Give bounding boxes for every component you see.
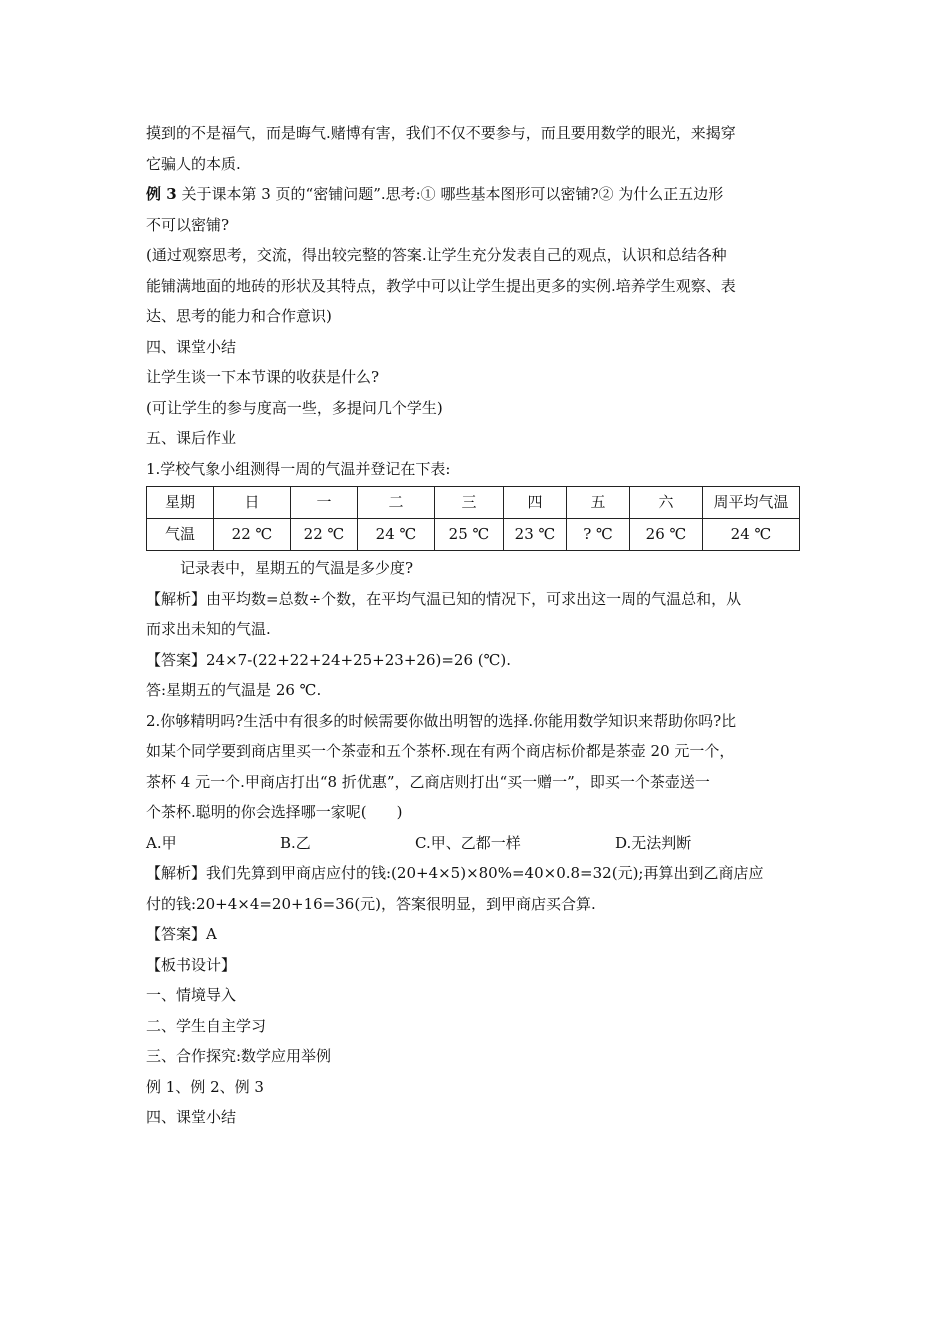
option-c: C.甲、乙都一样 — [415, 833, 521, 852]
note-line: 能铺满地面的地砖的形状及其特点，教学中可以让学生提出更多的实例.培养学生观察、表 — [146, 276, 736, 295]
q2-options — [146, 828, 806, 859]
board-item: 二、学生自主学习 — [146, 1016, 267, 1035]
analysis-line: 付的钱:20+4×4=20+16=36(元)，答案很明显，到甲商店买合算. — [146, 894, 596, 913]
table-cell: 23 ℃ — [504, 519, 567, 551]
table-row — [147, 519, 800, 551]
section-heading: 四、课堂小结 — [146, 337, 237, 356]
table-cell: 24 ℃ — [358, 519, 435, 551]
example3-text: 关于课本第 3 页的“密铺问题”.思考:① 哪些基本图形可以密铺?② 为什么正五边形 — [176, 185, 724, 203]
temperature-table — [146, 486, 800, 551]
q2-line: 个茶杯.聪明的你会选择哪一家呢( ) — [146, 803, 403, 821]
analysis-line: 【解析】由平均数=总数÷个数，在平均气温已知的情况下，可求出这一周的气温总和，从 — [146, 589, 742, 608]
note-line: 达、思考的能力和合作意识) — [146, 307, 332, 325]
table-cell: 五 — [567, 487, 630, 519]
table-cell: 24 ℃ — [703, 519, 800, 551]
table-cell: 气温 — [147, 519, 214, 551]
option-a: A.甲 — [146, 833, 177, 852]
analysis-line: 【解析】我们先算到甲商店应付的钱:(20+4×5)×80%=40×0.8=32(元);再算出到乙商店应 — [146, 864, 764, 882]
answer-line: 【答案】24×7-(22+22+24+25+23+26)=26 (℃). — [146, 650, 512, 669]
example3-label: 例 3 — [146, 185, 177, 203]
table-header-row — [147, 487, 800, 519]
option-d: D.无法判断 — [615, 833, 692, 852]
answer-line: 【答案】A — [146, 925, 217, 943]
q1-intro: 1.学校气象小组测得一周的气温并登记在下表: — [146, 459, 451, 478]
board-item: 一、情境导入 — [146, 986, 237, 1004]
table-cell: 二 — [358, 487, 435, 519]
board-item: 三、合作探究:数学应用举例 — [146, 1047, 332, 1065]
section-heading: 五、课后作业 — [146, 429, 237, 447]
table-cell: 六 — [630, 487, 703, 519]
paragraph-line: 摸到的不是福气，而是晦气.赌博有害，我们不仅不要参与，而且要用数学的眼光，来揭穿 — [146, 124, 736, 142]
example3-line — [146, 179, 806, 210]
table-cell: ? ℃ — [567, 519, 630, 551]
analysis-line: 而求出未知的气温. — [146, 620, 271, 638]
example3-line: 不可以密铺? — [146, 215, 230, 234]
table-cell: 四 — [504, 487, 567, 519]
table-cell: 星期 — [147, 487, 214, 519]
table-cell: 25 ℃ — [435, 519, 504, 551]
q2-line: 如某个同学要到商店里买一个茶壶和五个茶杯.现在有两个商店标价都是茶壶 20 元一个， — [146, 742, 735, 760]
q2-line: 茶杯 4 元一个.甲商店打出“8 折优惠”，乙商店则打出“买一赠一”，即买一个茶壶送一 — [146, 772, 710, 791]
table-cell: 22 ℃ — [291, 519, 358, 551]
board-item: 四、课堂小结 — [146, 1108, 237, 1126]
summary-line: 让学生谈一下本节课的收获是什么? — [146, 368, 380, 386]
summary-note: (可让学生的参与度高一些，多提问几个学生) — [146, 398, 443, 417]
table-cell: 一 — [291, 487, 358, 519]
board-title: 【板书设计】 — [146, 955, 237, 974]
board-item: 例 1、例 2、例 3 — [146, 1077, 264, 1096]
note-line: (通过观察思考，交流，得出较完整的答案.让学生充分发表自己的观点，认识和总结各种 — [146, 246, 727, 264]
option-b: B.乙 — [280, 833, 311, 852]
q1-question: 记录表中，星期五的气温是多少度? — [180, 559, 414, 577]
paragraph-line: 它骗人的本质. — [146, 154, 241, 173]
reply-line: 答:星期五的气温是 26 ℃. — [146, 681, 322, 699]
table-cell: 三 — [435, 487, 504, 519]
q2-line: 2.你够精明吗?生活中有很多的时候需要你做出明智的选择.你能用数学知识来帮助你吗?比 — [146, 711, 737, 730]
table-cell: 26 ℃ — [630, 519, 703, 551]
table-cell: 周平均气温 — [703, 487, 800, 519]
document-page — [146, 118, 806, 1133]
table-cell: 日 — [214, 487, 291, 519]
table-cell: 22 ℃ — [214, 519, 291, 551]
